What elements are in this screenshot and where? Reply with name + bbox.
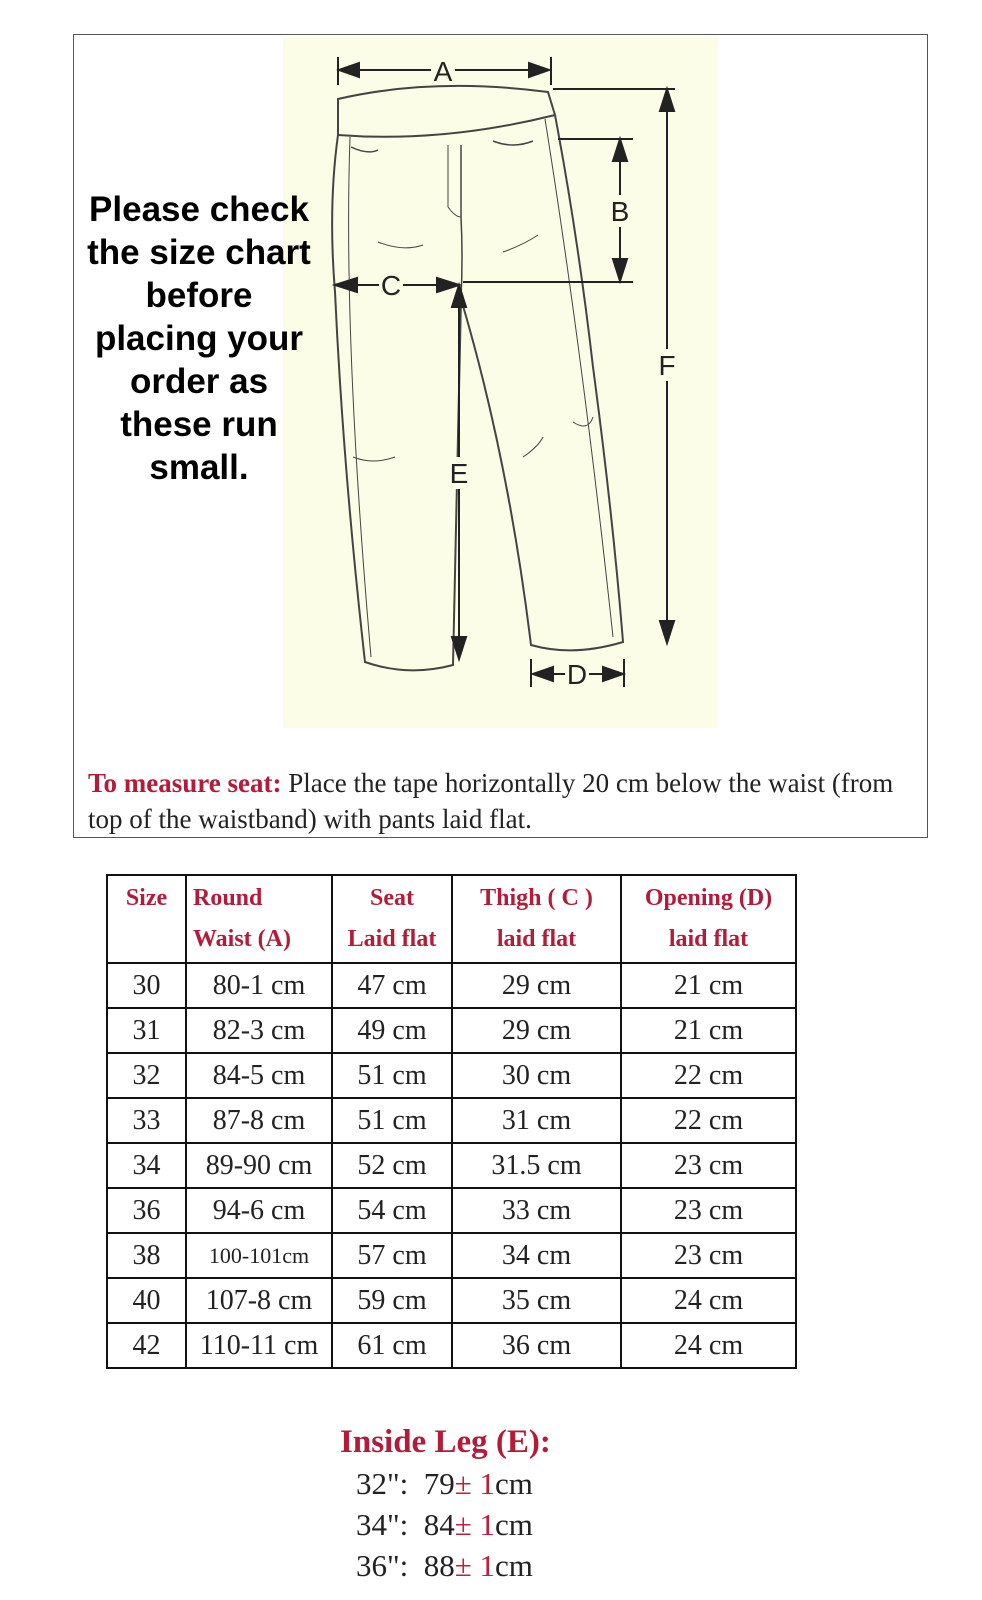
table-row: 42 110-11 cm 61 cm 36 cm 24 cm	[107, 1323, 796, 1368]
pants-diagram	[283, 37, 718, 728]
label-b: B	[610, 196, 630, 227]
notice-line: the size chart	[87, 233, 311, 272]
header-waist: Round Waist (A)	[186, 875, 332, 963]
table-header-row	[107, 875, 796, 963]
label-f: F	[658, 350, 676, 381]
header-size: Size	[107, 875, 186, 963]
table-row: 31 82-3 cm 49 cm 29 cm 21 cm	[107, 1008, 796, 1053]
notice-line: these run	[120, 405, 278, 444]
seat-note-text: Place the tape horizontally 20 cm below the waist (from top of the waistband) with pants laid flat.	[88, 768, 894, 834]
inside-leg-row: 34": 84± 1cm	[356, 1507, 533, 1542]
inside-leg-row: 36": 88± 1cm	[356, 1548, 533, 1583]
table-row: 30 80-1 cm 47 cm 29 cm 21 cm	[107, 963, 796, 1008]
label-c: C	[380, 270, 402, 301]
notice-line: Please check	[89, 190, 309, 229]
table-row: 40 107-8 cm 59 cm 35 cm 24 cm	[107, 1278, 796, 1323]
inside-leg-title: Inside Leg (E):	[340, 1424, 551, 1460]
size-table	[106, 874, 797, 1369]
table-row: 32 84-5 cm 51 cm 30 cm 22 cm	[107, 1053, 796, 1098]
label-d: D	[566, 659, 588, 690]
label-e: E	[449, 458, 469, 489]
notice-line: small.	[149, 448, 249, 487]
header-seat: Seat Laid flat	[332, 875, 452, 963]
inside-leg-section	[340, 1422, 600, 1586]
header-opening: Opening (D) laid flat	[621, 875, 796, 963]
header-thigh: Thigh ( C ) laid flat	[452, 875, 621, 963]
size-notice	[74, 188, 324, 489]
notice-line: placing your	[94, 319, 304, 358]
notice-line: before	[145, 276, 253, 315]
table-row: 38 100-101cm 57 cm 34 cm 23 cm	[107, 1233, 796, 1278]
notice-line: order as	[129, 362, 269, 401]
label-a: A	[433, 56, 453, 87]
seat-measure-note	[88, 765, 918, 837]
table-row: 33 87-8 cm 51 cm 31 cm 22 cm	[107, 1098, 796, 1143]
inside-leg-row: 32": 79± 1cm	[356, 1466, 533, 1501]
diagram-background	[283, 37, 718, 728]
seat-note-lead: To measure seat:	[88, 768, 282, 798]
table-row: 36 94-6 cm 54 cm 33 cm 23 cm	[107, 1188, 796, 1233]
table-row: 34 89-90 cm 52 cm 31.5 cm 23 cm	[107, 1143, 796, 1188]
